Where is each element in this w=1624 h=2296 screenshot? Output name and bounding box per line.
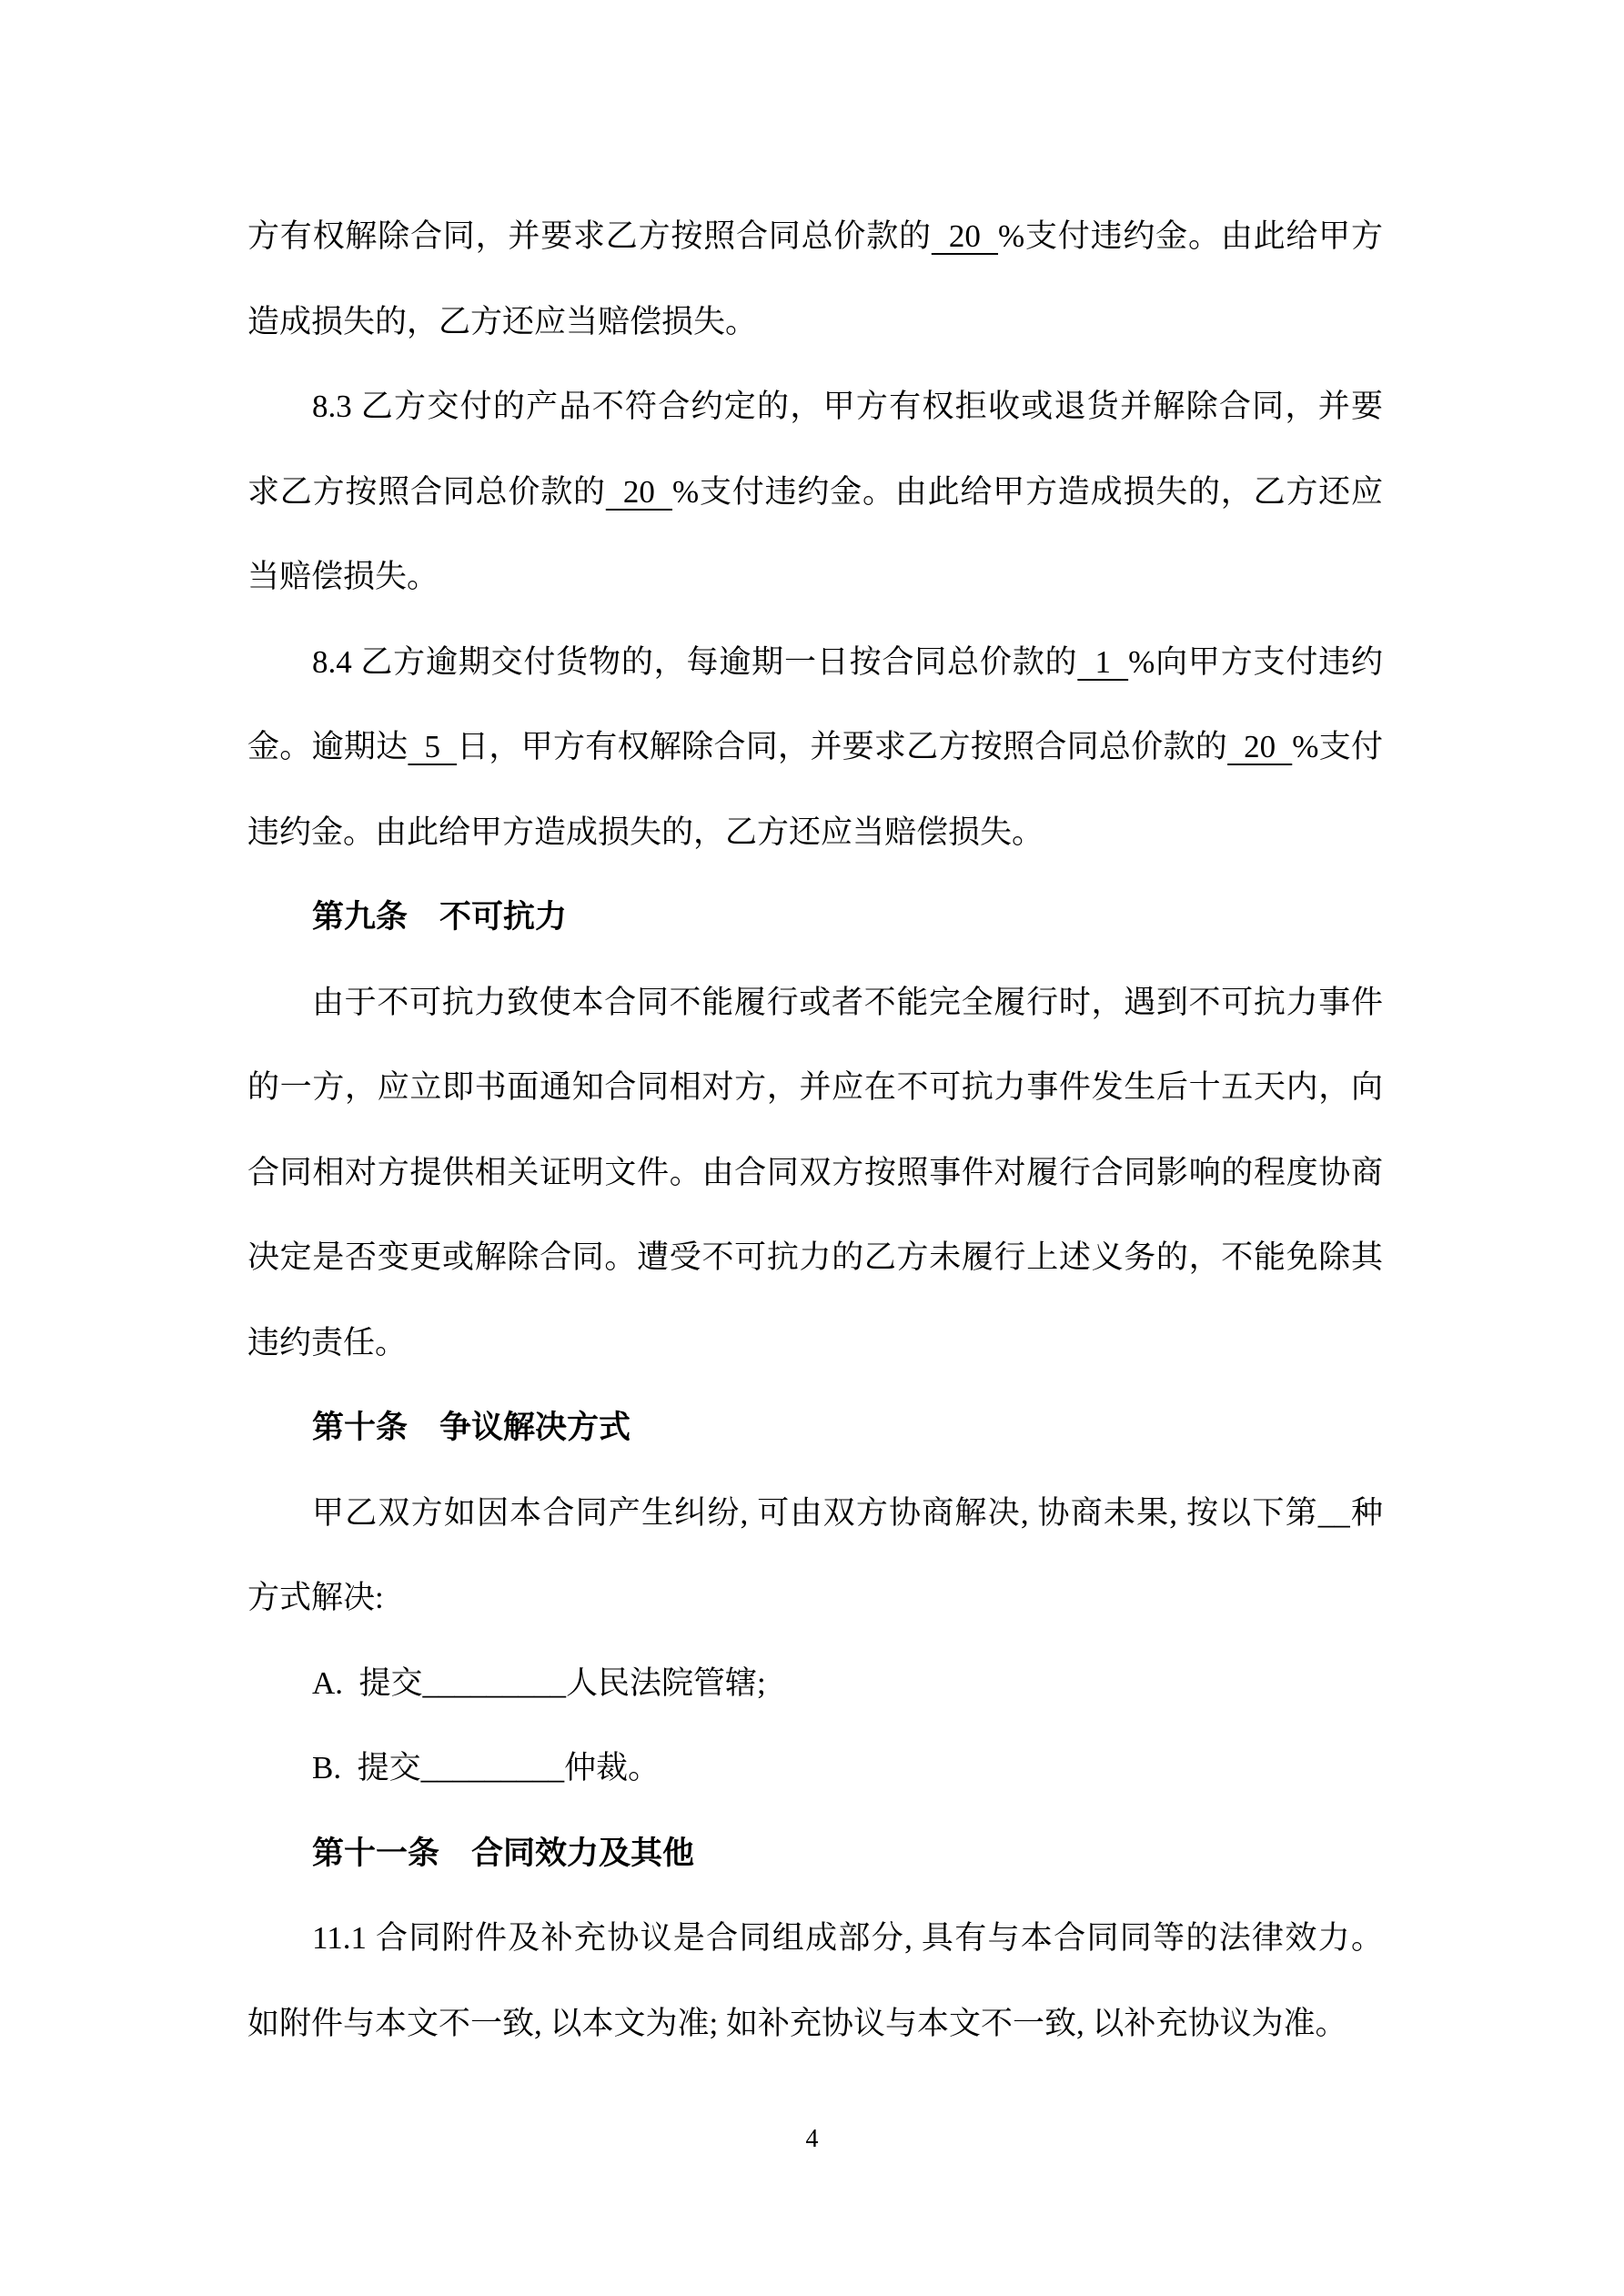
text-line	[247, 534, 1383, 620]
paragraph	[247, 1641, 1383, 1726]
text-run: 如附件与本文不一致, 以本文为准; 如补充协议与本文不一致, 以补充协议为准。	[247, 2005, 1347, 2041]
paragraph	[247, 620, 1383, 875]
text-line	[247, 790, 1383, 875]
text-line	[247, 875, 1383, 960]
text-run: 方式解决:	[247, 1580, 384, 1615]
paragraph	[247, 364, 1383, 620]
paragraph	[247, 1725, 1383, 1811]
text-run: 日，甲方有权解除合同，并要求乙方按照合同总价款的	[457, 729, 1228, 764]
text-run: 8.3 乙方交付的产品不符合约定的，甲方有权拒收或退货并解除合同，并要	[312, 389, 1383, 424]
text-run: 由于不可抗力致使本合同不能履行或者不能完全履行时，遇到不可抗力事件	[312, 984, 1383, 1020]
text-line	[247, 1215, 1383, 1300]
text-line	[247, 1981, 1383, 2067]
text-run: 违约责任。	[247, 1324, 408, 1360]
text-run: 8.4 乙方逾期交付货物的，每逾期一日按合同总价款的	[312, 643, 1078, 680]
underlined-blank-value: 5	[408, 729, 458, 764]
text-line	[247, 450, 1383, 535]
text-run: %支付	[1292, 729, 1384, 764]
text-run: 求乙方按照合同总价款的	[247, 473, 606, 510]
paragraph	[247, 1896, 1383, 2066]
text-run: _________	[422, 1664, 567, 1701]
text-run: %向甲方支付违约	[1128, 643, 1383, 680]
text-run: 仲裁。	[564, 1750, 661, 1785]
text-line	[247, 1045, 1383, 1130]
underlined-blank-value: 20	[931, 218, 999, 254]
text-run: 第九条 不可抗力	[312, 899, 568, 935]
text-run: 违约金。由此给甲方造成损失的，乙方还应当赔偿损失。	[247, 814, 1044, 850]
text-run: 人民法院管辖;	[566, 1664, 766, 1701]
text-run: 方有权解除合同，并要求乙方按照合同总价款的	[247, 218, 932, 254]
text-run: 种	[1349, 1494, 1383, 1531]
text-line	[247, 194, 1383, 279]
text-line	[247, 1300, 1383, 1386]
text-line	[247, 1811, 1383, 1896]
text-line	[247, 1725, 1383, 1811]
text-line	[247, 1130, 1383, 1216]
text-run: 合同相对方提供相关证明文件。由合同双方按照事件对履行合同影响的程度协商	[247, 1154, 1383, 1190]
underlined-blank-value: 1	[1077, 643, 1129, 680]
text-run: 金。逾期达	[247, 729, 409, 764]
section-heading	[247, 1385, 1383, 1471]
text-run: __	[1317, 1494, 1350, 1531]
text-run: 决定是否变更或解除合同。遭受不可抗力的乙方未履行上述义务的，不能免除其	[247, 1239, 1383, 1275]
text-line	[247, 1555, 1383, 1641]
text-run: 第十条 争议解决方式	[312, 1410, 631, 1445]
underlined-blank-value: 20	[605, 473, 673, 510]
paragraph	[247, 194, 1383, 364]
text-run: 第十一条 合同效力及其他	[312, 1835, 695, 1871]
text-run: %支付违约金。由此给甲方造成损失的，乙方还应	[672, 473, 1383, 510]
text-run: 造成损失的，乙方还应当赔偿损失。	[247, 303, 758, 339]
text-run: 的一方，应立即书面通知合同相对方，并应在不可抗力事件发生后十五天内，向	[247, 1069, 1383, 1105]
paragraph	[247, 960, 1383, 1386]
text-line	[247, 1896, 1383, 1981]
text-run: A. 提交	[312, 1664, 423, 1701]
text-line	[247, 620, 1383, 705]
text-line	[247, 704, 1383, 790]
text-run: _________	[420, 1750, 565, 1785]
paragraph	[247, 1471, 1383, 1641]
section-heading	[247, 875, 1383, 960]
text-line	[247, 1641, 1383, 1726]
text-run: 当赔偿损失。	[247, 559, 439, 594]
underlined-blank-value: 20	[1227, 729, 1293, 764]
text-line	[247, 279, 1383, 365]
text-run: B. 提交	[312, 1750, 421, 1785]
text-line	[247, 960, 1383, 1046]
text-run: 甲乙双方如因本合同产生纠纷, 可由双方协商解决, 协商未果, 按以下第	[312, 1494, 1318, 1531]
text-line	[247, 364, 1383, 450]
text-line	[247, 1471, 1383, 1556]
page-number: 4	[805, 2125, 819, 2153]
text-run: 11.1 合同附件及补充协议是合同组成部分, 具有与本合同同等的法律效力。	[312, 1920, 1383, 1956]
section-heading	[247, 1811, 1383, 1896]
text-run: %支付违约金。由此给甲方	[998, 218, 1383, 254]
text-line	[247, 1385, 1383, 1471]
document-body	[247, 194, 1383, 2066]
